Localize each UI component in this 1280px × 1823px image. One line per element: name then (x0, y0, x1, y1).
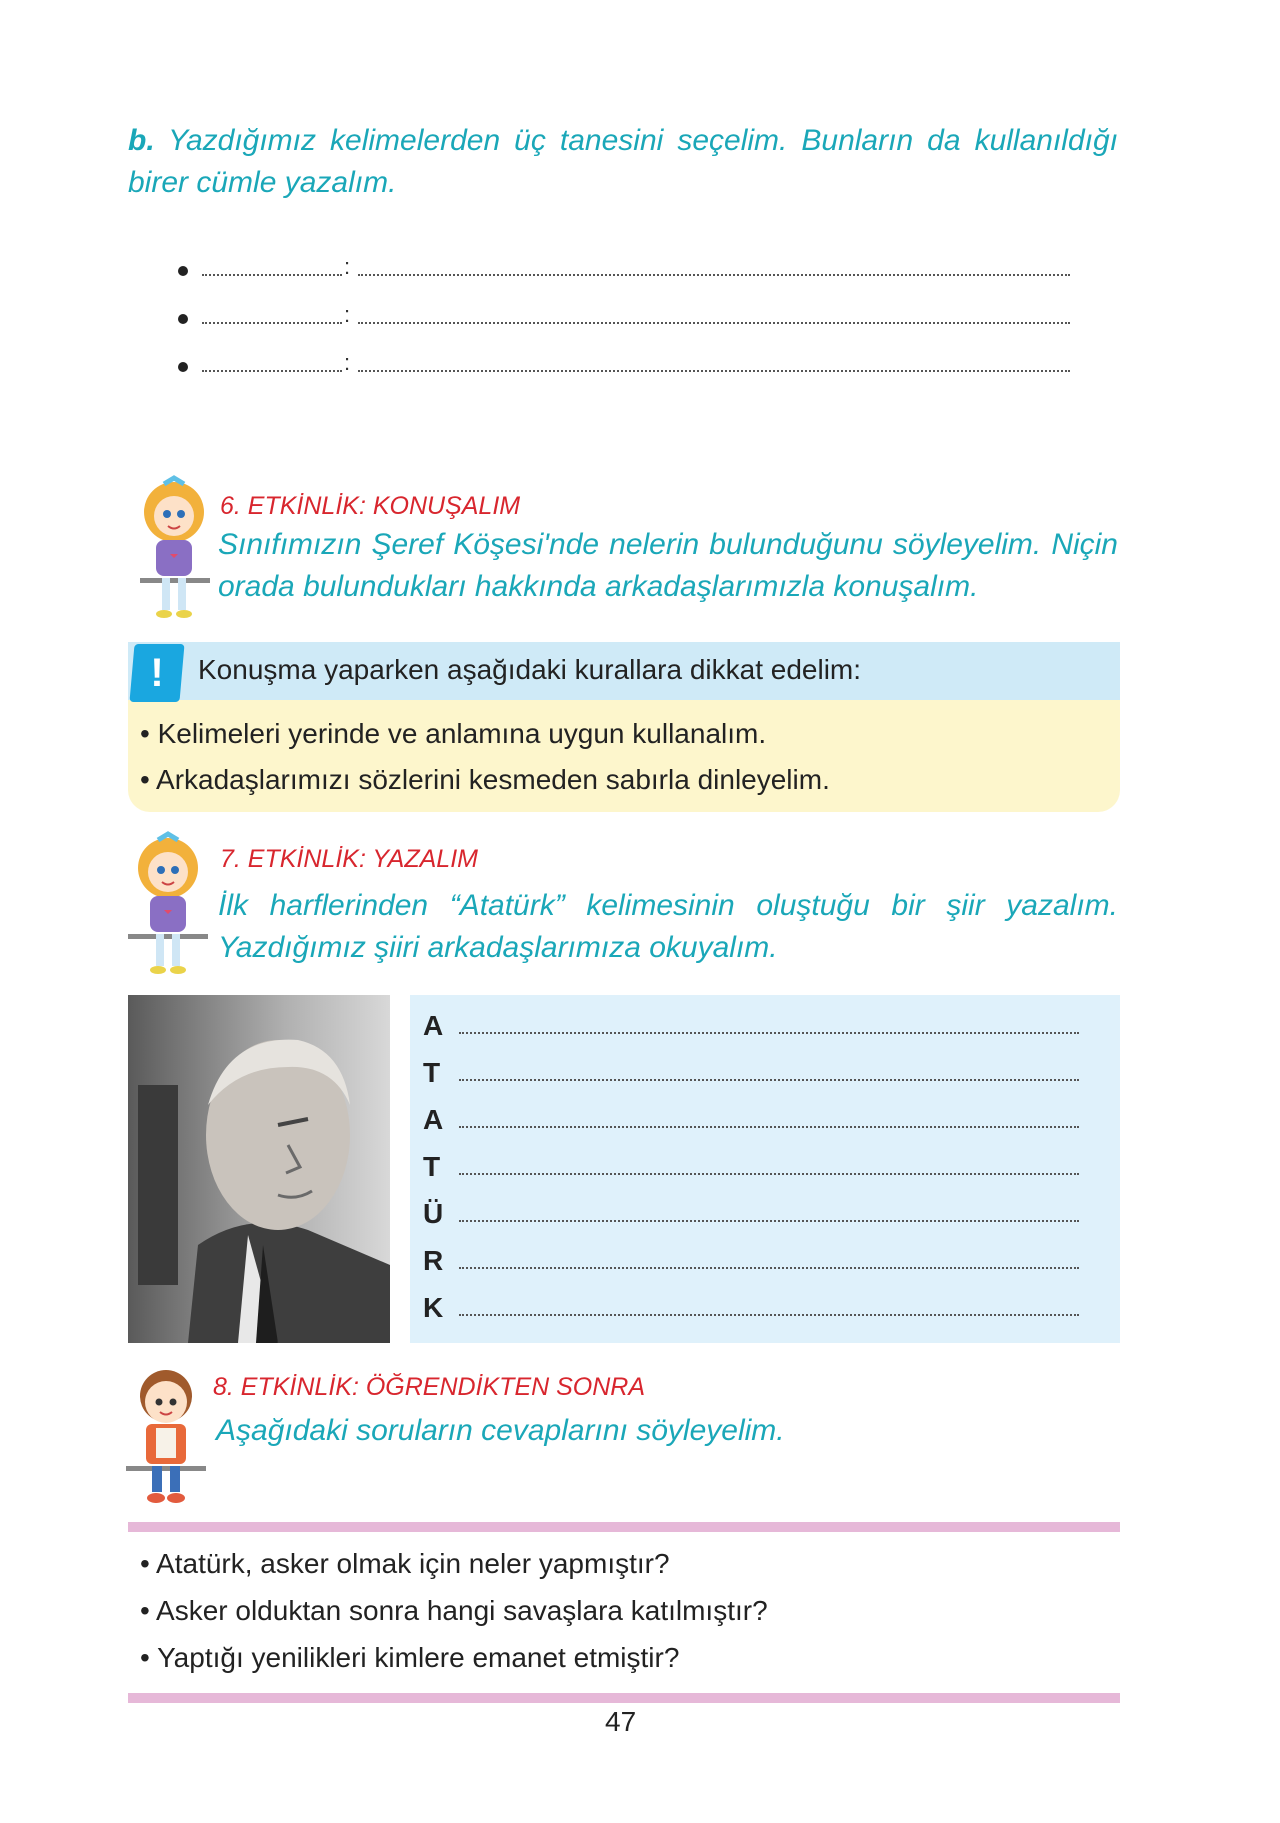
poem-blank[interactable] (459, 1314, 1079, 1316)
activity-8-title: 8. ETKİNLİK: ÖĞRENDİKTEN SONRA (213, 1373, 646, 1401)
poem-letter: K (423, 1292, 444, 1323)
poem-blank[interactable] (459, 1173, 1079, 1175)
word-blank[interactable] (202, 322, 342, 324)
poem-blank[interactable] (459, 1079, 1079, 1081)
section-b-label: b. (128, 124, 155, 157)
bullet-icon (178, 266, 188, 276)
activity-7-text: İlk harflerinden “Atatürk” kelimesinin oluştuğu bir şiir yazalım. Yazdığımız şiiri arkadaşlarımıza okuyalım. (218, 889, 1118, 964)
sentence-line-2[interactable] (178, 302, 1068, 340)
activity-6-text: Sınıfımızın Şeref Köşesi'nde nelerin bulunduğunu söyleyelim. Niçin orada bulundukları hakkında arkadaşlarımızla konuşalım. (218, 528, 1118, 603)
poem-letter: R (423, 1245, 444, 1276)
sentence-blank[interactable] (358, 274, 1070, 276)
poem-letter: T (423, 1057, 441, 1088)
ataturk-portrait (128, 995, 390, 1343)
poem-letter: T (423, 1151, 441, 1182)
activity-6-title: 6. ETKİNLİK: KONUŞALIM (220, 492, 521, 520)
rules-heading: Konuşma yaparken aşağıdaki kurallara dikkat edelim: (198, 654, 862, 685)
exclamation-icon: ! (150, 651, 164, 695)
poem-letter: Ü (423, 1198, 444, 1229)
bullet-icon (178, 362, 188, 372)
poem-blank[interactable] (459, 1220, 1079, 1222)
question-item: • Yaptığı yenilikleri kimlere emanet etmiştir? (140, 1642, 680, 1673)
poem-line[interactable] (423, 1198, 1083, 1228)
girl-illustration-icon (134, 474, 214, 624)
poem-line[interactable] (423, 1010, 1083, 1040)
poem-blank[interactable] (459, 1267, 1079, 1269)
section-b-text: Yazdığımız kelimelerden üç tanesini seçelim. Bunların da kullanıldığı birer cümle yazalım. (128, 124, 1118, 199)
poem-line[interactable] (423, 1292, 1083, 1322)
section-b-instruction (128, 120, 1118, 204)
girl-illustration-icon (128, 830, 208, 980)
divider-top (128, 1522, 1120, 1532)
poem-letter: A (423, 1010, 444, 1041)
poem-blank[interactable] (459, 1126, 1079, 1128)
colon: : (344, 302, 351, 327)
poem-line[interactable] (423, 1057, 1083, 1087)
sentence-line-3[interactable] (178, 350, 1068, 388)
question-item: • Atatürk, asker olmak için neler yapmıştır? (140, 1548, 670, 1579)
colon: : (344, 350, 351, 375)
word-blank[interactable] (202, 370, 342, 372)
bullet-icon (178, 314, 188, 324)
boy-illustration-icon (126, 1362, 208, 1512)
poem-line[interactable] (423, 1104, 1083, 1134)
poem-line[interactable] (423, 1151, 1083, 1181)
rule-item: • Arkadaşlarımızı sözlerini kesmeden sabırla dinleyelim. (140, 764, 830, 795)
divider-bottom (128, 1693, 1120, 1703)
question-item: • Asker olduktan sonra hangi savaşlara katılmıştır? (140, 1595, 768, 1626)
poem-line[interactable] (423, 1245, 1083, 1275)
sentence-blank[interactable] (358, 322, 1070, 324)
word-blank[interactable] (202, 274, 342, 276)
activity-7-title: 7. ETKİNLİK: YAZALIM (220, 845, 478, 873)
colon: : (344, 254, 351, 279)
sentence-blank[interactable] (358, 370, 1070, 372)
poem-blank[interactable] (459, 1032, 1079, 1034)
activity-8-text: Aşağıdaki soruların cevaplarını söyleyelim. (216, 1414, 785, 1447)
page-number: 47 (605, 1706, 637, 1737)
sentence-line-1[interactable] (178, 254, 1068, 292)
poem-letter: A (423, 1104, 444, 1135)
rule-item: • Kelimeleri yerinde ve anlamına uygun kullanalım. (140, 718, 767, 749)
